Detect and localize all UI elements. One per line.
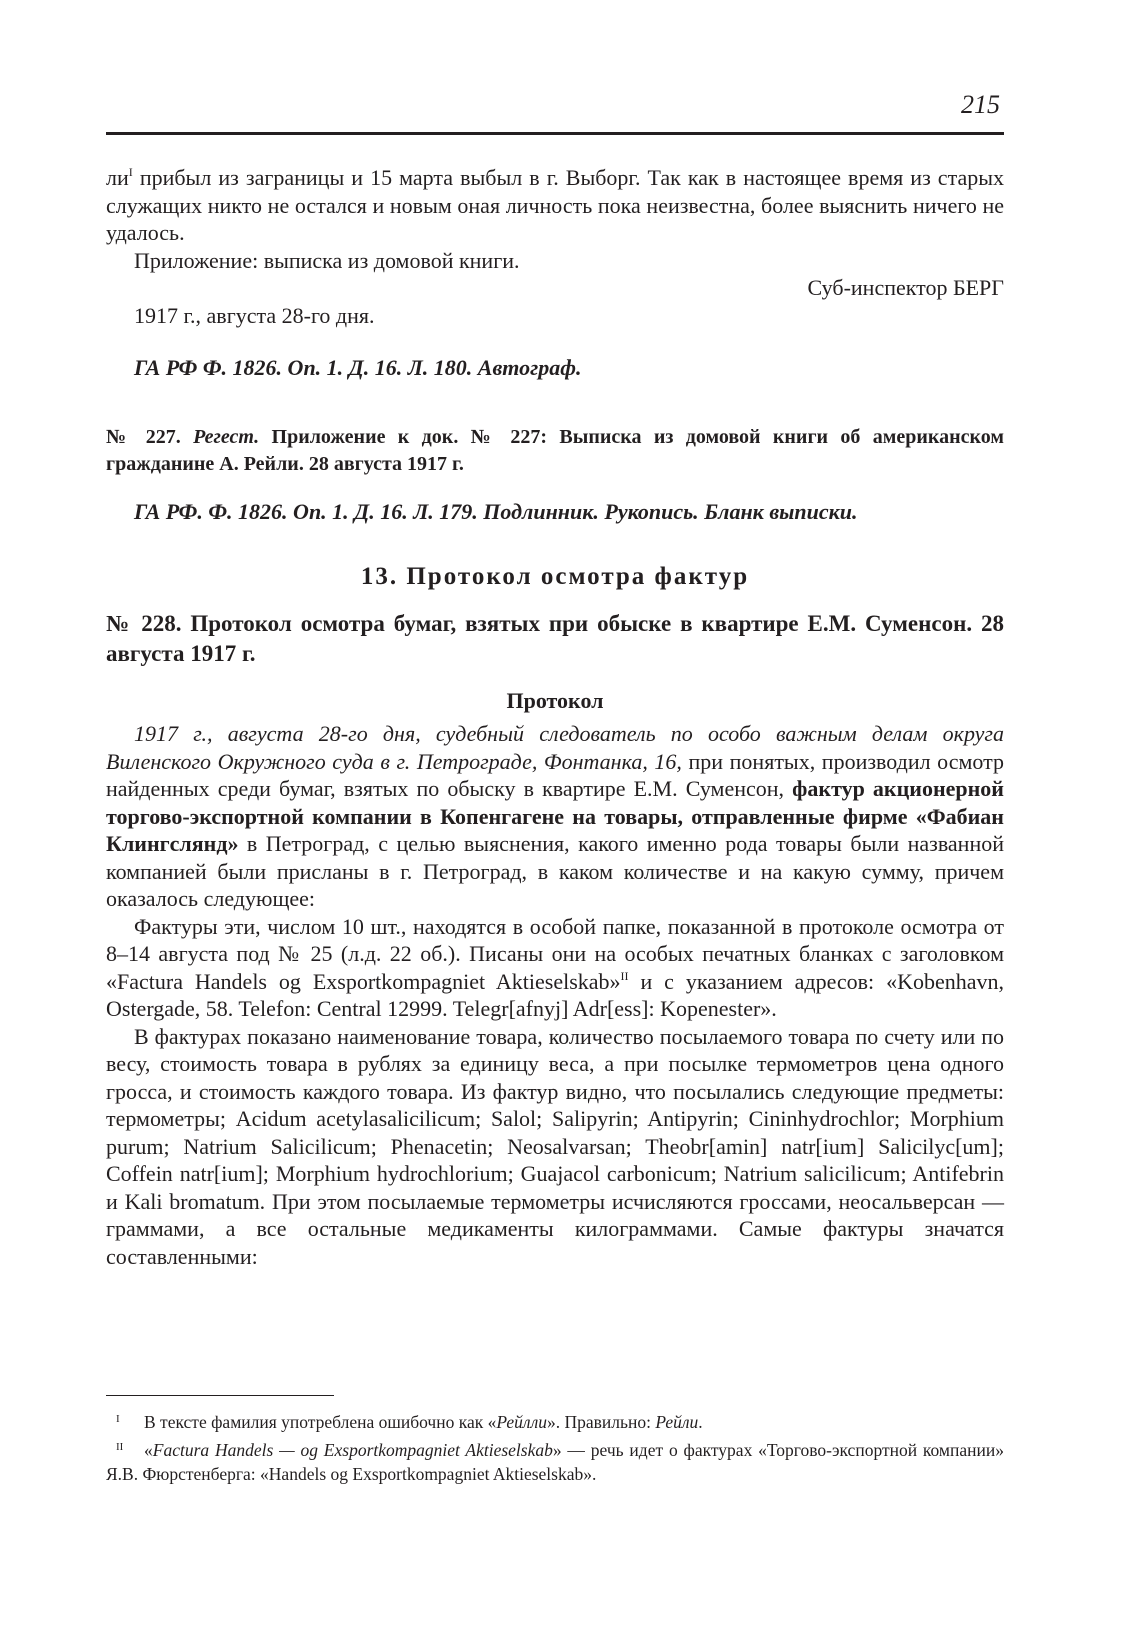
paragraph-text: прибыл из заграницы и 15 марта выбыл в г. Выборг. Так как в настоящее время из старых служащих никто не остался и новым оная личность пока неизвестна, более выяснить ничего не удалось. <box>106 165 1004 245</box>
header-rule <box>106 132 1004 135</box>
footnote-italic: Рейли <box>655 1412 699 1432</box>
archive-source-1: ГА РФ Ф. 1826. Оп. 1. Д. 16. Л. 180. Автограф. <box>134 355 582 380</box>
document-227-heading <box>106 424 1004 478</box>
footnote-rule <box>106 1395 334 1396</box>
footnote-text: « <box>144 1440 153 1460</box>
footnote-text: . <box>698 1412 703 1432</box>
paragraph-goods: В фактурах показано наименование товара, количество посылаемого товара по счету или по весу, стоимость товара в рублях за единицу веса, а при посылке термометров цена одного гросса, и стоимость каждого товара. Из фактур видно, что посылались следующие предметы: термометры; Acidum acetylasalicilicum; Salol; Salipyrin; Antipyrin; Cininhydrochlor; Morphium purum; Natrium Salicilicum; Phenacetin; Neosalvarsan; Theobr[amin] natr[ium] Salicilyc[um]; Coffein natr[ium]; Morphium hydrochlorium; Guajacol carbonicum; Natrium salicilicum; Antifebrin и Kali bromatum. При этом посылаемые термометры исчисляются гроссами, неосальверсан — граммами, а все остальные медикаменты килограммами. Самые фактуры значатся составленными: <box>106 1023 1004 1269</box>
footnote-ref-1: I <box>128 165 133 179</box>
regest-label: Регест. <box>193 425 260 448</box>
paragraph-text: и с указанием адресов: «Kobenhavn, Ostergade, 58. Telefon: Central 12999. Telegr[afnyj] Adr[ess]: Kopenester». <box>106 968 1004 1021</box>
document-description: Приложение к док. № 227: Выписка из домовой книги об американском гражданине А. Рейли. 28 августа 1917 г. <box>106 425 1004 475</box>
section-title: 13. Протокол осмотра фактур <box>360 563 750 590</box>
footnote-text: В тексте фамилия употреблена ошибочно как « <box>144 1412 497 1432</box>
paragraph-continuation <box>106 164 1004 247</box>
paragraph-protocol-intro <box>106 720 1004 913</box>
paragraph-text: ли <box>106 165 129 190</box>
appendix-line: Приложение: выписка из домовой книги. <box>134 247 520 273</box>
intro-italic-text: 1917 г., августа 28-го дня, судебный следователь по особо важным делам округа Виленского Окружного суда в г. Петрограде, Фонтанка, 16, <box>106 721 1004 774</box>
footnotes <box>106 1410 1004 1486</box>
footnote-italic: Рейлли <box>496 1412 547 1432</box>
document-228-title: № 228. Протокол осмотра бумаг, взятых при обыске в квартире Е.М. Суменсон. 28 августа 1917 г. <box>106 610 1004 666</box>
paragraph-invoices <box>106 913 1004 1023</box>
footnote-2: II «Factura Handels — og Exsportkompagniet Aktieselskab» — речь идет о фактурах «Торгово-экспортной компании» Я.В. Фюрстенберга: «Handels og Exsportkompagniet Aktieselskab». <box>106 1440 1004 1484</box>
protocol-heading: Протокол <box>506 687 604 713</box>
paragraph-text: в Петроград, с целью выяснения, какого именно рода товары были названной компанией были присланы в г. Петроград, в каком количестве и на какую сумму, причем оказалось следующее: <box>106 831 1004 911</box>
footnote-text: ». Правильно: <box>546 1412 656 1432</box>
date-line: 1917 г., августа 28-го дня. <box>134 302 375 328</box>
footnote-ref-2: II <box>620 968 629 983</box>
signature: Суб-инспектор БЕРГ <box>807 275 1004 300</box>
page-number: 215 <box>961 90 1000 119</box>
footnote-1: I В тексте фамилия употреблена ошибочно как «Рейлли». Правильно: Рейли. <box>116 1412 703 1432</box>
paragraph-text: Фактуры эти, числом 10 шт., находятся в особой папке, показанной в протоколе осмотра от 8–14 августа под № 25 (л.д. 22 об.). Писаны они на особых печатных бланках с заголовком «Factura Handels og Exsportkompagniet Aktieselskab» <box>106 913 1004 994</box>
footnote-text: » — речь идет о фактурах «Торгово-экспортной компании» Я.В. Фюрстенберга: «Handels og Exsportkompagniet Aktieselskab». <box>106 1440 1004 1484</box>
intro-bold-text: фактур акционерной торгово-экспортной компании в Копенгагене на товары, отправленные фирме «Фабиан Клингслянд» <box>106 776 1004 856</box>
paragraph-text: при понятых, производил осмотр найденных среди бумаг, взятых по обыску в квартире Е.М. Суменсон, <box>106 748 1005 801</box>
page-body <box>106 164 1004 1270</box>
archive-source-2: ГА РФ. Ф. 1826. Оп. 1. Д. 16. Л. 179. Подлинник. Рукопись. Бланк выписки. <box>134 498 858 524</box>
document-number: № 227. <box>106 425 194 448</box>
footnote-italic: Factura Handels — og Exsportkompagniet Aktieselskab <box>152 1440 553 1460</box>
